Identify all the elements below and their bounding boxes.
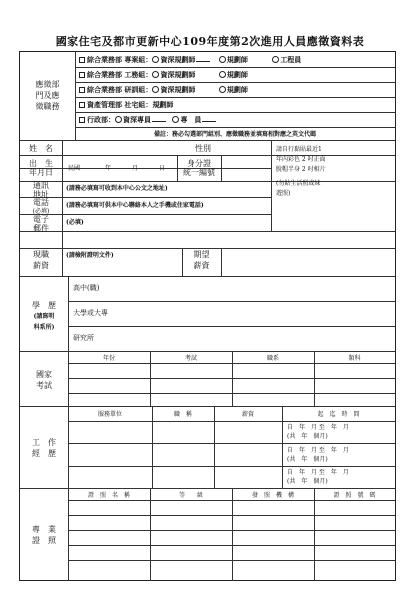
email-hint: (必填) [66, 219, 84, 226]
exam-header-category: 類科 [348, 355, 361, 362]
rule [75, 67, 395, 68]
radio[interactable] [219, 86, 226, 93]
rule [20, 488, 395, 489]
exam-header-year: 年份 [102, 355, 115, 362]
license-header-issuer: 發 照 機 構 [251, 492, 294, 499]
rule [75, 97, 395, 98]
checkbox[interactable] [79, 72, 85, 78]
rule [20, 406, 395, 407]
radio[interactable] [152, 86, 159, 93]
license-header-name: 證 照 名 稱 [87, 492, 130, 499]
work-period-3: 自 年 月 至 年 月 (共 年 個月) [287, 469, 349, 485]
exam-header-series: 職系 [266, 355, 279, 362]
email-label: 電子 郵件 [33, 215, 49, 233]
rule [68, 466, 395, 467]
work-header-title: 職 稱 [173, 411, 192, 418]
rule [68, 326, 395, 327]
radio[interactable] [219, 71, 226, 78]
checkbox[interactable] [79, 102, 85, 108]
application-label: 應徵部 門及應 徵職務 [35, 80, 60, 111]
radio[interactable] [272, 56, 279, 63]
rule [20, 181, 395, 182]
salary-label: 現職 薪資 [33, 250, 49, 270]
checkbox[interactable] [79, 57, 85, 63]
application-note: 備註：務必勾選部門組別、應徵職務並填寫相對應之英文代碼 [153, 131, 316, 138]
checkbox[interactable] [79, 87, 85, 93]
education-level-university: 大學或大專 [73, 309, 108, 317]
rule [314, 488, 315, 581]
name-label: 姓 名 [29, 144, 53, 153]
rule [68, 421, 395, 422]
license-label: 專 業 證 照 [32, 525, 56, 545]
expected-salary-label: 期望 薪資 [193, 250, 210, 270]
application-row-3: 綜合業務部 研訓組： 資深規劃師 規劃師 [79, 85, 248, 94]
application-row-4: 資產管理部 社宅組：規劃師 [79, 100, 173, 109]
work-period-1: 自 年 月 至 年 月 (共 年 個月) [287, 424, 349, 440]
address-label: 通訊 地址 [33, 181, 49, 199]
radio[interactable] [115, 116, 122, 123]
work-header-salary: 薪資 [241, 411, 254, 418]
radio[interactable] [172, 116, 179, 123]
rule [20, 276, 395, 277]
rule [75, 52, 76, 140]
license-header-level: 等 級 [178, 492, 203, 499]
photo-note: 請自行黏貼最近1 年內彩色 2 吋正面 脫帽半身 2 吋相片 (勿貼生活照或妹 遊照) [276, 146, 326, 197]
radio[interactable] [152, 71, 159, 78]
rule [20, 140, 395, 141]
work-label: 工 作 經 歷 [32, 438, 56, 458]
rule [150, 488, 151, 581]
rule [20, 351, 395, 352]
phone-hint: (請務必填寫可供本中心聯絡本人之手機或住家電話) [66, 202, 204, 209]
form-title: 國家住宅及都市更新中心109年度第2次進用人員應徵資料表 [55, 35, 365, 48]
id-label: 身分證 統一編號 [183, 159, 215, 177]
education-label: 學 歷 (請寫明 科系所) [32, 301, 56, 331]
license-header-number: 證 照 號 碼 [333, 492, 376, 499]
rule [232, 488, 233, 581]
exam-header-exam: 考試 [184, 355, 197, 362]
radio[interactable] [219, 56, 226, 63]
address-hint: (請務必填寫可收到本中心公文之地址) [66, 185, 168, 192]
birth-format: 民國 年 月 日 [68, 165, 166, 172]
exam-label: 國家 考試 [36, 370, 52, 390]
education-level-highschool: 高中(職) [73, 284, 100, 292]
rule [75, 112, 395, 113]
rule [20, 155, 395, 156]
rule [68, 443, 395, 444]
application-row-1: 綜合業務部 專案組： 資深規劃師 規劃師 工程員 [79, 55, 301, 64]
rule [75, 127, 395, 128]
rule [221, 155, 222, 181]
radio[interactable] [152, 56, 159, 63]
rule [75, 82, 395, 83]
salary-hint: (請檢附證明文件) [66, 252, 114, 259]
application-row-2: 綜合業務部 工務組： 資深規劃師 規劃師 [79, 70, 248, 79]
work-period-2: 自 年 月 至 年 月 (共 年 個月) [287, 447, 349, 463]
rule [68, 301, 395, 302]
work-header-period: 起 迄 時 間 [317, 411, 360, 418]
form-frame [19, 51, 396, 581]
gender-label: 性別 [195, 144, 211, 153]
phone-label: 電話 (必填) [32, 198, 50, 215]
rule [271, 140, 272, 231]
rule [68, 276, 69, 351]
rule [20, 231, 395, 232]
checkbox[interactable] [79, 117, 85, 123]
rule [221, 248, 222, 276]
rule [62, 140, 63, 276]
work-header-unit: 服務單位 [97, 411, 122, 418]
education-level-graduate: 研究所 [73, 334, 94, 342]
birth-label: 出 生 年月日 [29, 159, 53, 177]
application-row-5: 行政部： 資深專員 專 員 [79, 115, 216, 124]
rule [68, 488, 69, 581]
